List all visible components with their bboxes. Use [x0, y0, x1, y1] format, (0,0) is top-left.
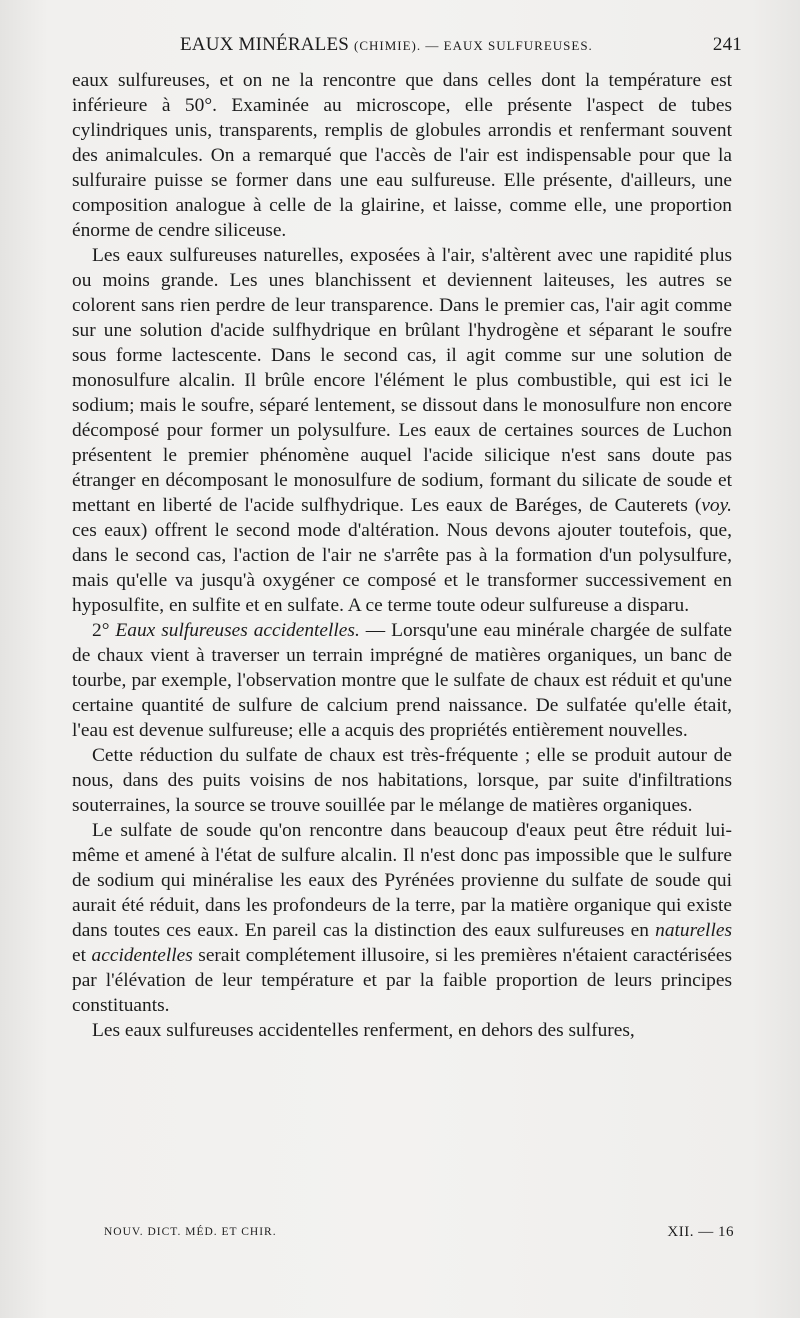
italic-text: naturelles [655, 920, 732, 941]
text-run: eaux sulfureuses, et on ne la rencontre que dans celles dont la température est inférieure à 50°. Examinée au microscope, elle présente l'aspect de tubes cylindriques unis, transparents, remplis de globules arrondis et renfermant souvent des animalcules. On a remarqué que l'accès de l'air est indispensable pour que la sulfuraire puisse se former dans une eau sulfureuse. Elle présente, d'ailleurs, une composition analogue à celle de la glairine, et laisse, comme elle, une proportion énorme de cendre siliceuse. [72, 70, 732, 241]
text-run: Le sulfate de soude qu'on rencontre dans beaucoup d'eaux peut être réduit lui-même et amené à l'état de sulfure alcalin. Il n'est donc pas impossible que le sulfure de sodium qui minéralise les eaux des Pyrénées provienne du sulfate de soude qui aurait été réduit, dans les profondeurs de la terre, par la matière organique qui existe dans toutes ces eaux. En pareil cas la distinction des eaux sulfureuses en [72, 820, 732, 941]
italic-text: accidentelles [91, 945, 193, 966]
text-run: Les eaux sulfureuses accidentelles renferment, en dehors des sulfures, [92, 1020, 635, 1041]
paragraph [72, 243, 732, 618]
italic-text: voy. [701, 495, 732, 516]
paragraph [72, 1018, 732, 1043]
text-run: serait complétement illusoire, si les premières n'étaient caractérisées par l'élévation de leur température et par la faible proportion de leurs principes constituants. [72, 945, 733, 1016]
page-number: 241 [712, 34, 742, 55]
footer-signature: NOUV. DICT. MÉD. ET CHIR. [104, 1226, 277, 1238]
text-run: — Lorsqu'une eau minérale chargée de sulfate de chaux vient à traverser un terrain imprégné de matières organiques, un banc de tourbe, par exemple, l'observation montre que le sulfate de chaux est réduit et qu'une certaine quantité de sulfure de calcium prend naissance. De sulfatée qu'elle était, l'eau est devenue sulfureuse; elle a acquis des propriétés entièrement nouvelles. [72, 620, 732, 741]
running-title-main: EAUX MINÉRALES [180, 34, 350, 55]
text-run: 2° [92, 620, 116, 641]
footer [104, 1224, 734, 1244]
text-run: et [72, 945, 92, 966]
running-title [180, 34, 593, 56]
paragraph [72, 618, 732, 743]
footer-volume-sheet: XII. — 16 [667, 1224, 734, 1240]
paragraph [72, 743, 732, 818]
italic-text: Eaux sulfureuses accidentelles. [115, 620, 360, 641]
text-run: Les eaux sulfureuses naturelles, exposées à l'air, s'altèrent avec une rapidité plus ou moins grande. Les unes blanchissent et deviennent laiteuses, les autres se colorent sans rien perdre de leur transparence. Dans le premier cas, l'air agit comme sur une solution d'acide sulfhydrique en brûlant l'hydrogène et séparant le soufre sous forme lactescente. Dans le second cas, il agit comme sur une solution de monosulfure alcalin. Il brûle encore l'élément le plus combustible, qui est ici le sodium; mais le soufre, séparé lentement, se dissout dans le monosulfure non encore décomposé pour former un polysulfure. Les eaux de certaines sources de Luchon présentent le premier phénomène auquel l'acide silicique n'est sans doute pas étranger en décomposant le monosulfure de sodium, formant du silicate de soude et mettant en liberté de l'acide sulfhydrique. Les eaux de Baréges, de Cauterets ( [72, 245, 732, 516]
running-title-sub: (CHIMIE). — EAUX SULFUREUSES. [354, 38, 593, 53]
text-run: Cette réduction du sulfate de chaux est très-fréquente ; elle se produit autour de nous, dans des puits voisins de nos habitations, lorsque, par suite d'infiltrations souterraines, la source se trouve souillée par le mélange de matières organiques. [72, 745, 732, 816]
paragraph [72, 68, 732, 243]
body-text [72, 68, 732, 1043]
text-run: ces eaux) offrent le second mode d'altération. Nous devons ajouter toutefois, que, dans le second cas, l'action de l'air ne s'arrête pas à la formation d'un polysulfure, mais qu'elle va jusqu'à oxygéner ce composé et le transformer successivement en hyposulfite, en sulfite et en sulfate. A ce terme toute odeur sulfureuse a disparu. [72, 520, 732, 616]
running-head [70, 34, 742, 62]
paragraph [72, 818, 732, 1018]
